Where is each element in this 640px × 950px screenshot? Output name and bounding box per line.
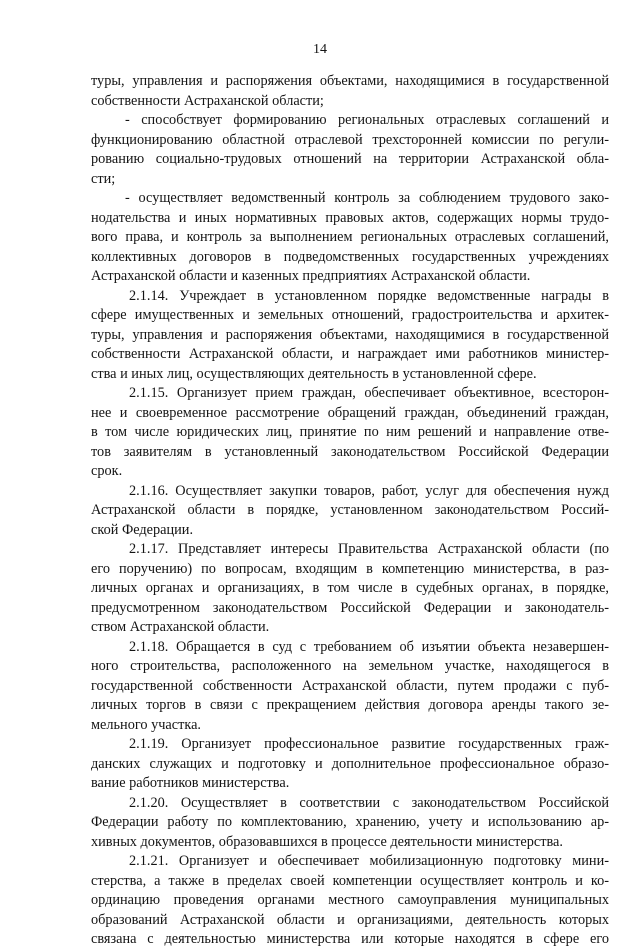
text-line: собственности Астраханской области; <box>91 92 324 109</box>
page-number: 14 <box>313 42 327 57</box>
text-line: ного строительства, расположенного на земельном участке, находящегося в <box>91 658 609 674</box>
text-line: ординацию проведения органами местного самоуправления муниципальных <box>91 892 609 908</box>
paragraph <box>91 852 609 950</box>
text-line: мельного участка. <box>91 716 202 733</box>
text-line: ства и иных лиц, осуществляющих деятельность в установленной сфере. <box>91 365 537 382</box>
text-line: - осуществляет ведомственный контроль за соблюдением трудового зако- <box>125 190 609 206</box>
paragraph <box>91 72 609 111</box>
text-line: личных органах и организациях, в том числе в судебных органах, в порядке, <box>91 580 609 596</box>
text-line: рованию социально-трудовых отношений на территории Астраханской обла- <box>91 151 609 167</box>
paragraph <box>91 111 609 189</box>
text-line: 2.1.15. Организует прием граждан, обеспечивает объективное, всесторон- <box>129 385 609 401</box>
text-line: хивных документов, образовавшихся в процессе деятельности министерства. <box>91 833 563 850</box>
text-line: связана с деятельностью министерства или которые находятся в сфере его <box>91 931 609 947</box>
text-line: туры, управления и распоряжения объектами, находящимися в государственной <box>91 326 609 343</box>
text-line: 2.1.16. Осуществляет закупки товаров, работ, услуг для обеспечения нужд <box>129 482 609 499</box>
text-line: 2.1.18. Обращается в суд с требованием об изъятии объекта незавершен- <box>129 638 609 655</box>
text-line: личных торгов в связи с прекращением действия договора аренды такого зе- <box>91 697 609 713</box>
text-line: вание работников министерства. <box>91 775 290 791</box>
text-line: Астраханской области в порядке, установленном законодательством Россий- <box>91 502 609 518</box>
text-line: 2.1.20. Осуществляет в соответствии с законодательством Российской <box>129 794 609 811</box>
text-line: в том числе юридических лиц, принятие по ним решений и направление отве- <box>91 424 609 440</box>
text-line: предусмотренном законодательством Российской Федерации и законодатель- <box>91 599 609 616</box>
text-line: срок. <box>91 463 123 479</box>
text-line: - способствует формированию региональных отраслевых соглашений и <box>125 112 609 128</box>
text-line: 2.1.21. Организует и обеспечивает мобилизационную подготовку мини- <box>129 853 609 869</box>
paragraph <box>91 384 609 482</box>
text-line: 2.1.14. Учреждает в установленном порядке ведомственные награды в <box>129 287 609 304</box>
text-line: 2.1.17. Представляет интересы Правительства Астраханской области (по <box>129 541 609 557</box>
text-line: сфере имущественных и земельных отношений, градостроительства и архитек- <box>91 307 609 323</box>
text-line: собственности Астраханской области, и награждает ими работников министер- <box>91 346 609 362</box>
paragraph <box>91 794 609 853</box>
text-line: образований Астраханской области и организациями, деятельность которых <box>91 911 609 928</box>
paragraph <box>91 638 609 736</box>
text-line: туры, управления и распоряжения объектами, находящимися в государственной <box>91 73 609 89</box>
text-line: ской Федерации. <box>91 521 194 538</box>
text-line: ством Астраханской области. <box>91 619 270 635</box>
paragraph <box>91 540 609 638</box>
document-body <box>91 72 609 950</box>
text-line: Федерации работу по комплектованию, хранению, учету и использованию ар- <box>91 814 609 830</box>
text-line: стерства, а также в пределах своей компетенции осуществляет контроль и ко- <box>91 872 609 889</box>
text-line: его поручению) по вопросам, входящим в компетенцию министерства, в раз- <box>91 560 609 577</box>
text-line: данских служащих и подготовку и дополнительное профессиональное образо- <box>91 755 609 772</box>
text-line: Астраханской области и казенных предприятиях Астраханской области. <box>91 268 531 284</box>
paragraph <box>91 735 609 794</box>
paragraph <box>91 287 609 385</box>
text-line: сти; <box>91 170 116 187</box>
paragraph <box>91 189 609 287</box>
text-line: функционированию областной отраслевой трехсторонней комиссии по регули- <box>91 131 609 148</box>
text-line: коллективных договоров в подведомственных государственных учреждениях <box>91 248 609 265</box>
text-line: нодательства и иных нормативных правовых актов, содержащих нормы трудо- <box>91 209 609 226</box>
paragraph <box>91 482 609 541</box>
text-line: вого права, и контроль за выполнением региональных отраслевых соглашений, <box>91 229 609 245</box>
text-line: 2.1.19. Организует профессиональное развитие государственных граж- <box>129 736 609 752</box>
text-line: нее и своевременное рассмотрение обращений граждан, объединений граждан, <box>91 404 609 421</box>
text-line: государственной собственности Астраханской области, путем продажи с пуб- <box>91 677 609 694</box>
text-line: тов заявителям в установленный законодательством Российской Федерации <box>91 443 609 460</box>
